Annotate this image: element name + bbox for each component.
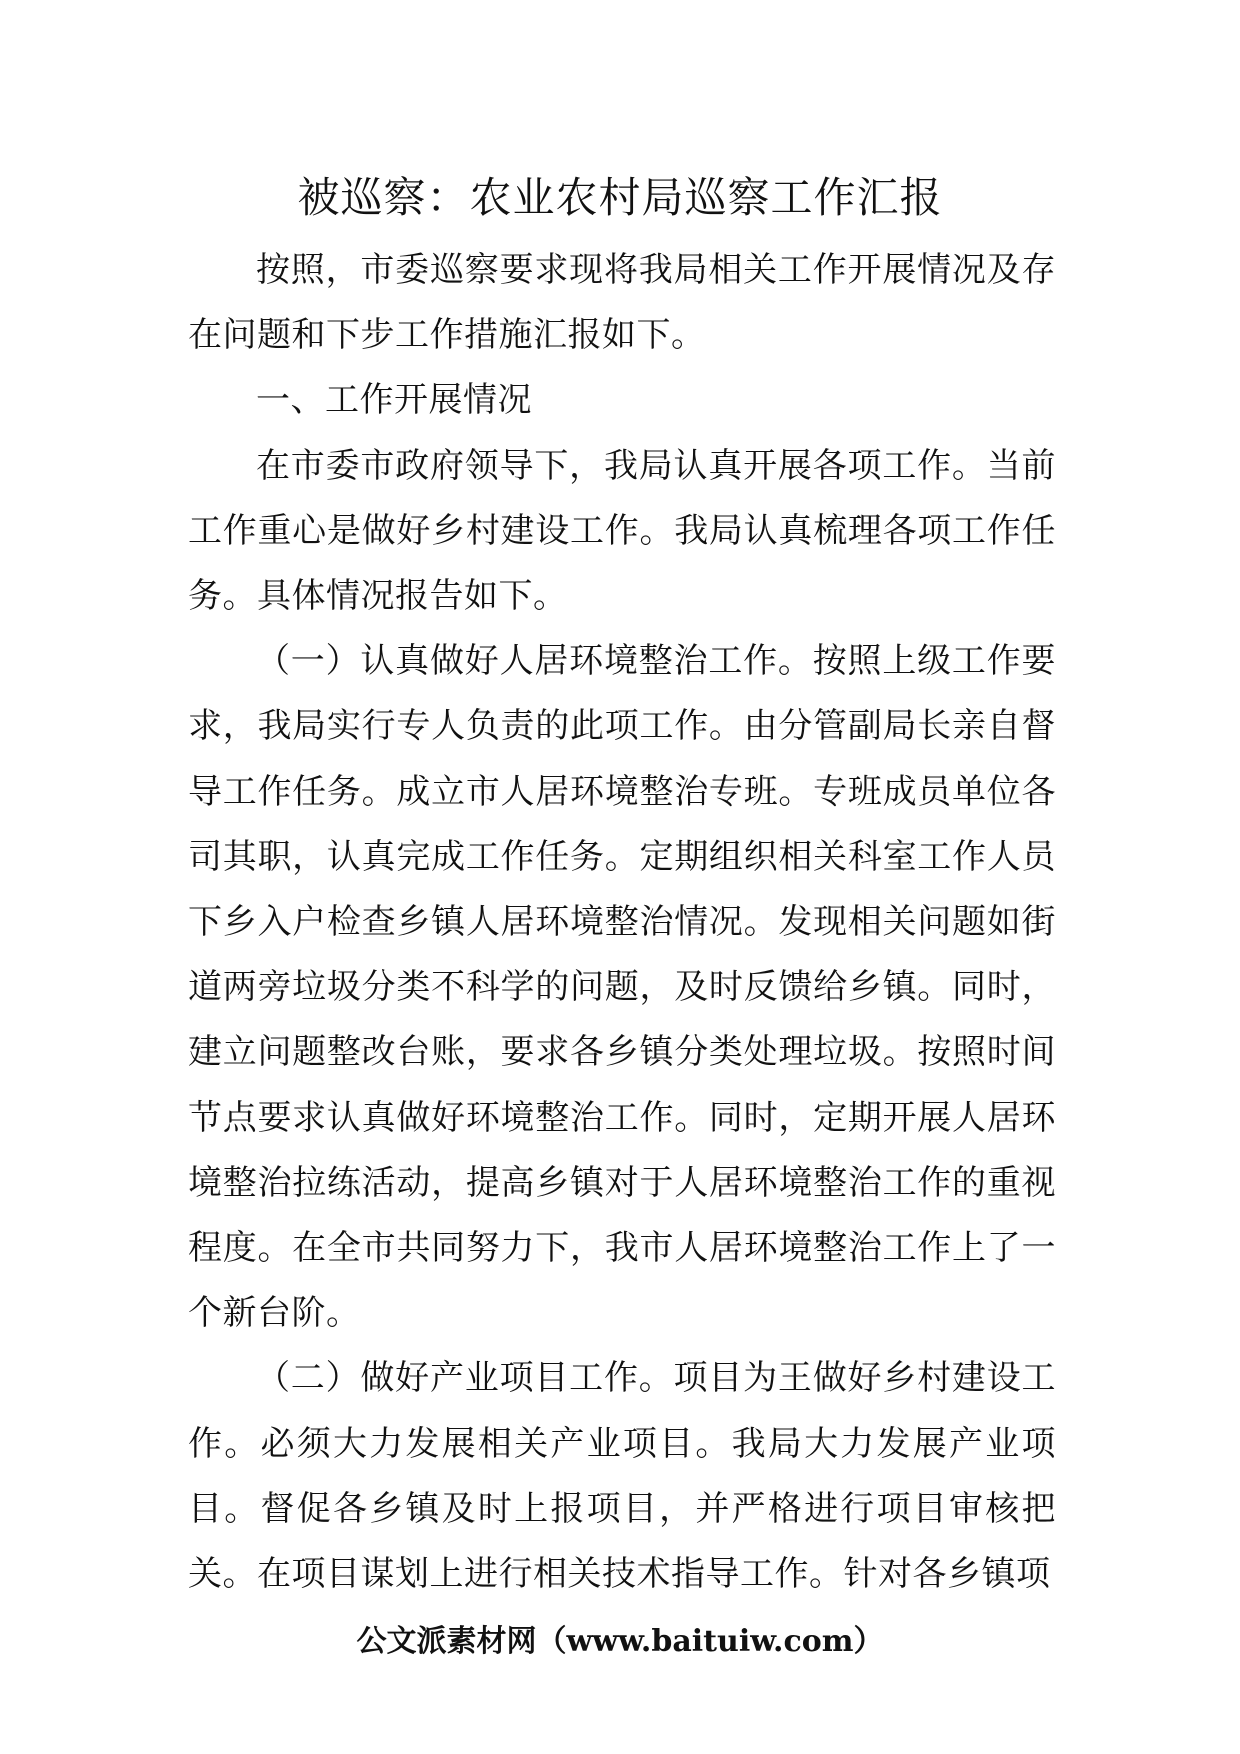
environment-paragraph: （一）认真做好人居环境整治工作。按照上级工作要求，我局实行专人负责的此项工作。由分管副局长亲自督导工作任务。成立市人居环境整治专班。专班成员单位各司其职，认真完成工作任务。定期组织相关科室工作人员下乡入户检查乡镇人居环境整治情况。发现相关问题如街道两旁垃圾分类不科学的问题，及时反馈给乡镇。同时，建立问题整改台账，要求各乡镇分类处理垃圾。按照时间节点要求认真做好环境整治工作。同时，定期开展人居环境整治拉练活动，提高乡镇对于人居环境整治工作的重视程度。在全市共同努力下，我市人居环境整治工作上了一个新台阶。: [188, 641, 1056, 1334]
intro-paragraph: 按照，市委巡察要求现将我局相关工作开展情况及存在问题和下步工作措施汇报如下。: [188, 250, 1056, 356]
section-heading-work-progress: 一、工作开展情况: [256, 380, 532, 421]
document-title: 被巡察：农业农村局巡察工作汇报: [297, 173, 943, 222]
document-body: [188, 238, 1056, 1607]
industry-project-paragraph: （二）做好产业项目工作。项目为王做好乡村建设工作。必须大力发展相关产业项目。我局大力发展产业项目。督促各乡镇及时上报项目，并严格进行项目审核把关。在项目谋划上进行相关技术指导工作。针对各乡镇项: [188, 1358, 1056, 1595]
footer-watermark: 公文派素材网（www.baituiw.com）: [356, 1624, 884, 1659]
overview-paragraph: 在市委市政府领导下，我局认真开展各项工作。当前工作重心是做好乡村建设工作。我局认真梳理各项工作任务。具体情况报告如下。: [188, 445, 1056, 617]
